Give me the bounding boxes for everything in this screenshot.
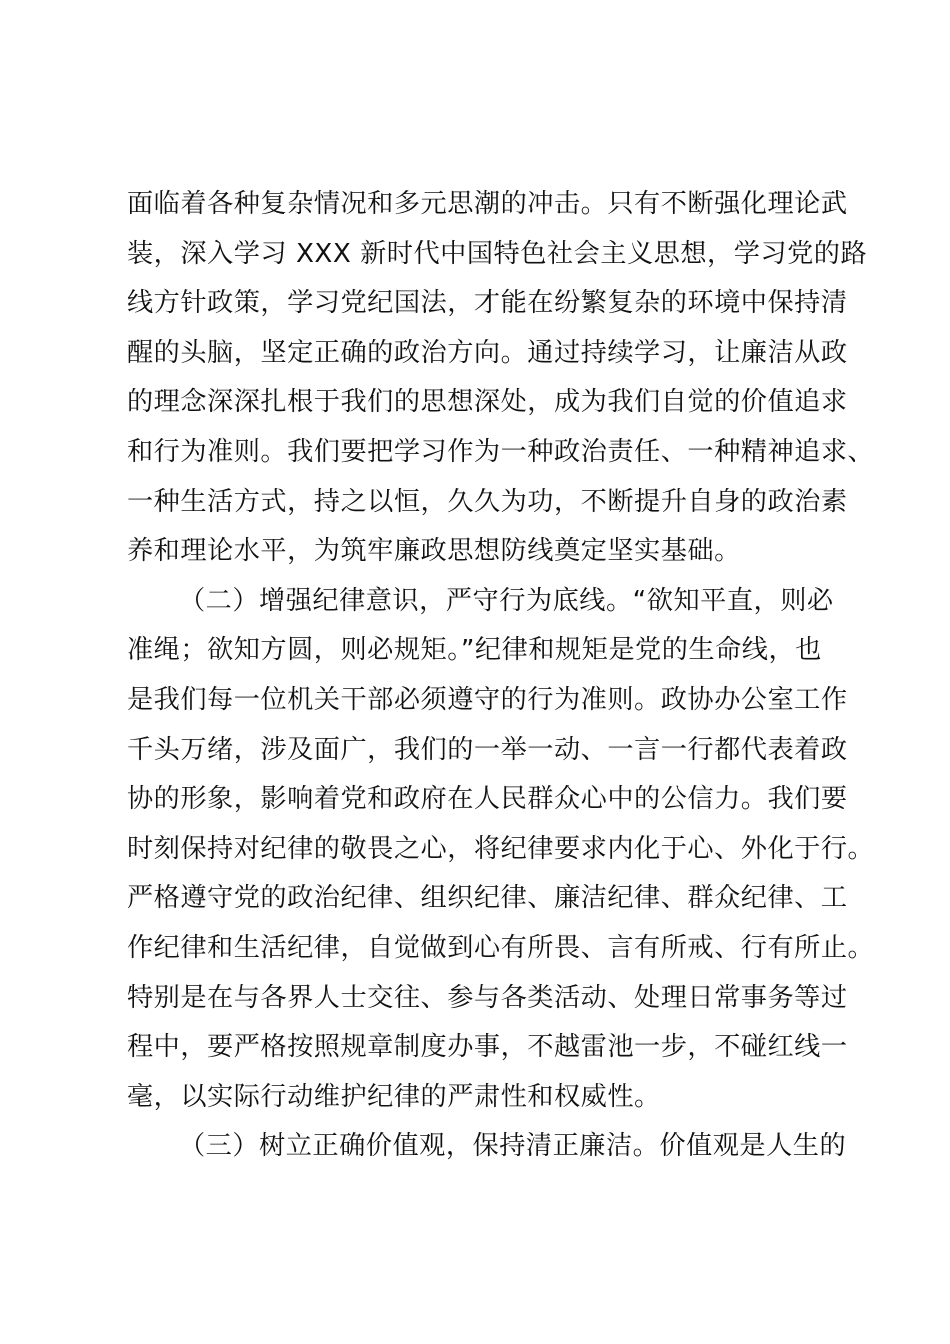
- text-line: 特别是在与各界人士交往、参与各类活动、处理日常事务等过: [127, 982, 848, 1013]
- text-line: 装，深入学习 XXX 新时代中国特色社会主义思想，学习党的路: [127, 238, 868, 269]
- text-line: 的理念深深扎根于我们的思想深处，成为我们自觉的价值追求: [127, 387, 848, 418]
- text-line: 醒的头脑，坚定正确的政治方向。通过持续学习，让廉洁从政: [127, 337, 848, 368]
- text-line: 作纪律和生活纪律，自觉做到心有所畏、言有所戒、行有所止。: [127, 932, 875, 963]
- section-heading-line: （三）树立正确价值观，保持清正廉洁。价值观是人生的: [179, 1131, 847, 1162]
- text-line: 程中，要严格按照规章制度办事，不越雷池一步，不碰红线一: [127, 1032, 848, 1063]
- text-line: 和行为准则。我们要把学习作为一种政治责任、一种精神追求、: [127, 436, 875, 467]
- text-line: 时刻保持对纪律的敬畏之心，将纪律要求内化于心、外化于行。: [127, 833, 875, 864]
- text-line: 一种生活方式，持之以恒，久久为功，不断提升自身的政治素: [127, 486, 848, 517]
- document-body: [127, 180, 875, 1172]
- text-line: 协的形象，影响着党和政府在人民群众心中的公信力。我们要: [127, 784, 848, 815]
- text-line: 面临着各种复杂情况和多元思潮的冲击。只有不断强化理论武: [127, 189, 848, 219]
- text-line: 养和理论水平，为筑牢廉政思想防线奠定坚实基础。: [127, 536, 741, 567]
- text-line: 线方针政策，学习党纪国法，才能在纷繁复杂的环境中保持清: [127, 288, 848, 319]
- text-line: 是我们每一位机关干部必须遵守的行为准则。政协办公室工作: [127, 684, 848, 715]
- text-line: 毫，以实际行动维护纪律的严肃性和权威性。: [127, 1081, 661, 1112]
- section-heading-line: （二）增强纪律意识，严守行为底线。“欲知平直，则必: [179, 585, 834, 616]
- text-line: 千头万绪，涉及面广，我们的一举一动、一言一行都代表着政: [127, 734, 848, 765]
- text-line: 准绳；欲知方圆，则必规矩。”纪律和规矩是党的生命线，也: [127, 635, 822, 666]
- text-line: 严格遵守党的政治纪律、组织纪律、廉洁纪律、群众纪律、工: [127, 883, 848, 914]
